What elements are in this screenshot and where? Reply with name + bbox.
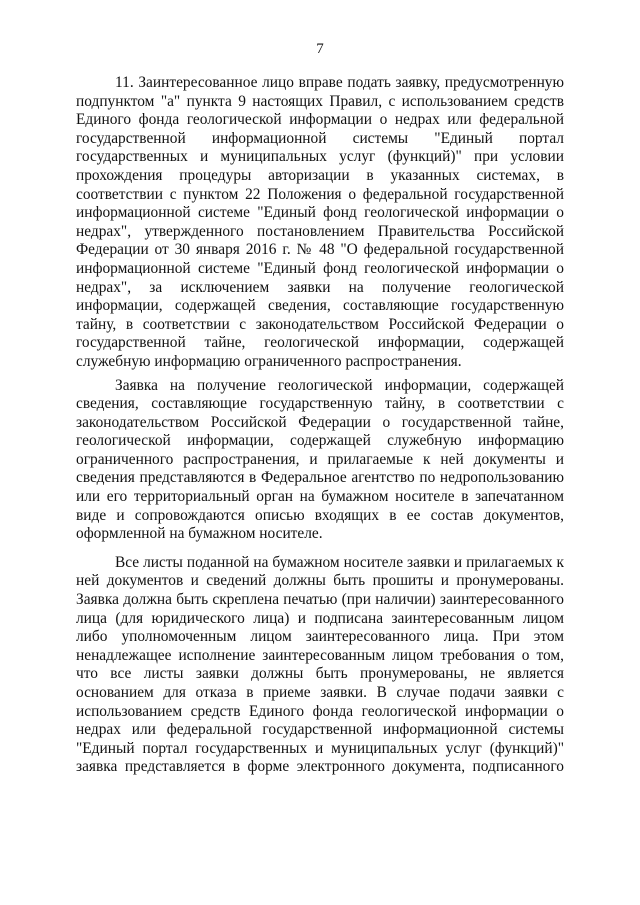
paragraph-11-online-application: 11. Заинтересованное лицо вправе подать заявку, предусмотренную подпунктом "а" пункта 9 настоящих Правил, с использованием средств Единого фонда геологической информации о недрах или федеральной государственной информационной системы "Единый портал государственных и муниципальных услуг (функций)" при условии прохождения процедуры авторизации в указанных системах, в соответствии с пунктом 22 Положения о федеральной государственной информационной системе "Единый фонд геологической информации о недрах", утвержденного постановлением Правительства Российской Федерации от 30 января 2016 г. № 48 "О федеральной государственной информационной системе "Единый фонд геологической информации о недрах", за исключением заявки на получение геологической информации, содержащей сведения, составляющие государственную тайну, в соответствии с законодательством Российской Федерации о государственной тайне, геологической информации, содержащей служебную информацию ограниченного распространения. (76, 74, 564, 370)
document-body (76, 74, 564, 777)
page-number: 7 (316, 41, 324, 57)
paragraph-sheet-numbering: Все листы поданной на бумажном носителе заявки и прилагаемых к ней документов и сведений должны быть прошиты и пронумерованы. Заявка должна быть скреплена печатью (при наличии) заинтересованного лица (для юридического лица) и подписана заинтересованным лицом либо уполномоченным лицом заинтересованного лица. При этом ненадлежащее исполнение заинтересованным лицом требования о том, что все листы заявки должны быть пронумерованы, не является основанием для отказа в приеме заявки. В случае подачи заявки с использованием средств Единого фонда геологической информации о недрах или федеральной государственной информационной системы "Единый портал государственных и муниципальных услуг (функций)" заявка представляется в форме электронного документа, подписанного (76, 553, 564, 776)
paragraph-classified-application: Заявка на получение геологической информации, содержащей сведения, составляющие государственную тайну, в соответствии с законодательством Российской Федерации о государственной тайне, геологической информации, содержащей служебную информацию ограниченного распространения, и прилагаемые к ней документы и сведения представляются в Федеральное агентство по недропользованию или его территориальный орган на бумажном носителе в запечатанном виде и сопровождаются описью входящих в ее состав документов, оформленной на бумажном носителе. (76, 376, 564, 543)
